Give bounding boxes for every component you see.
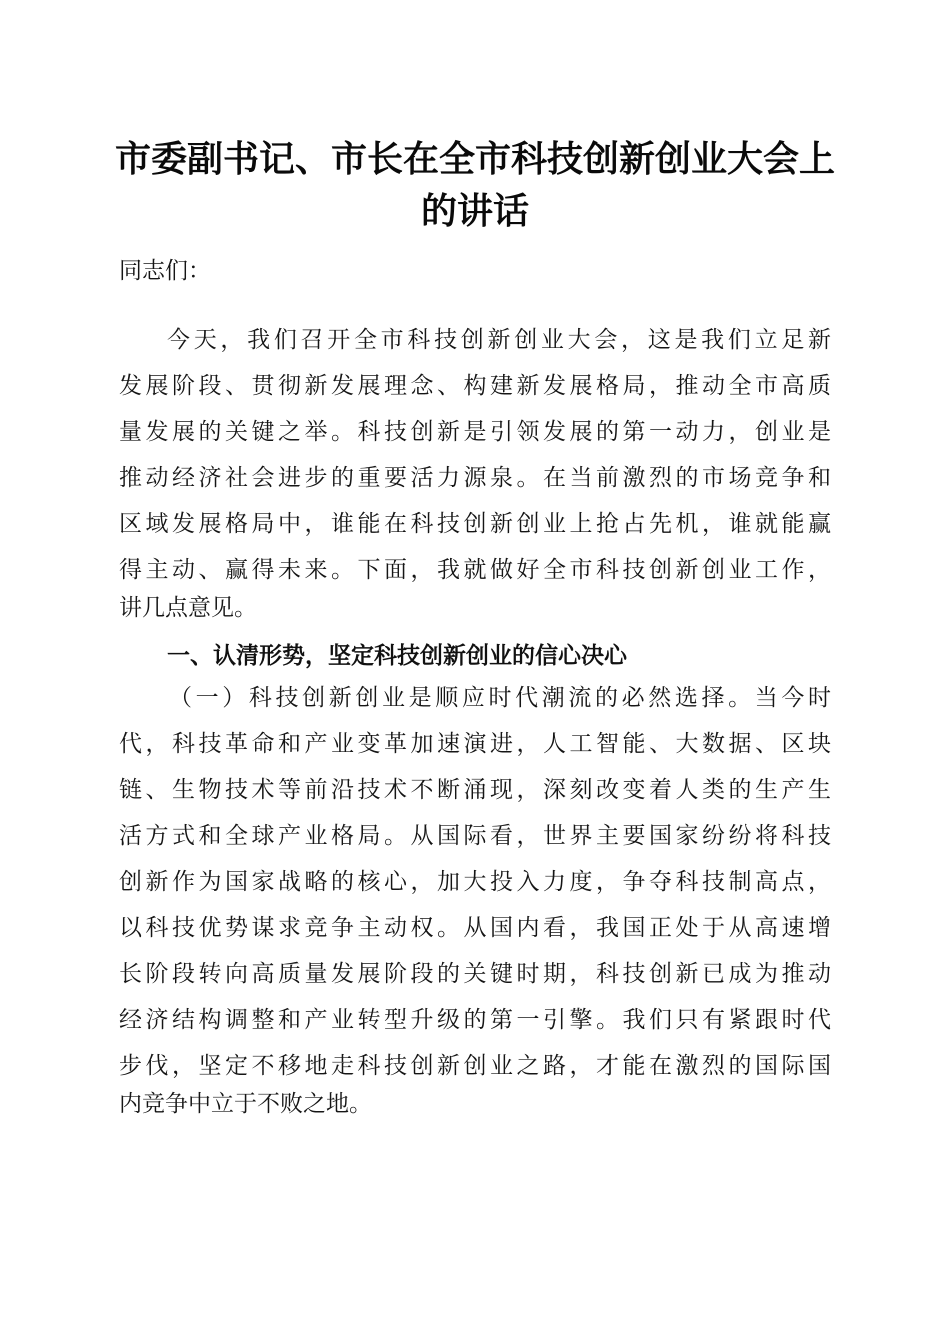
- paragraph-2-line: （一）科技创新创业是顺应时代潮流的必然选择。当今时: [169, 685, 831, 711]
- paragraph-1-line: 讲几点意见。: [119, 595, 257, 621]
- paragraph-2-line: 经济结构调整和产业转型升级的第一引擎。我们只有紧跟时代: [119, 1007, 831, 1033]
- salutation: 同志们：: [119, 258, 211, 284]
- paragraph-1-line: 发展阶段、贯彻新发展理念、构建新发展格局，推动全市高质: [119, 373, 831, 399]
- paragraph-2-line: 步伐，坚定不移地走科技创新创业之路，才能在激烈的国际国: [119, 1053, 831, 1079]
- paragraph-1-line: 推动经济社会进步的重要活力源泉。在当前激烈的市场竞争和: [119, 465, 831, 491]
- document-title-line-1: 市委副书记、市长在全市科技创新创业大会上: [114, 138, 835, 180]
- paragraph-1-line: 得主动、赢得未来。下面，我就做好全市科技创新创业工作，: [119, 557, 831, 583]
- paragraph-2-line: 以科技优势谋求竞争主动权。从国内看，我国正处于从高速增: [119, 915, 831, 941]
- paragraph-1-line: 量发展的关键之举。科技创新是引领发展的第一动力，创业是: [119, 419, 831, 445]
- paragraph-2-line: 内竞争中立于不败之地。: [119, 1091, 372, 1117]
- document-title-line-2: 的讲话: [420, 190, 529, 232]
- paragraph-2-line: 创新作为国家战略的核心，加大投入力度，争夺科技制高点，: [119, 869, 831, 895]
- section-heading-1: 一、认清形势，坚定科技创新创业的信心决心: [167, 643, 627, 669]
- paragraph-1-line: 今天，我们召开全市科技创新创业大会，这是我们立足新: [167, 327, 831, 353]
- paragraph-2-line: 活方式和全球产业格局。从国际看，世界主要国家纷纷将科技: [119, 823, 831, 849]
- paragraph-2-line: 代，科技革命和产业变革加速演进，人工智能、大数据、区块: [119, 731, 831, 757]
- paragraph-2-line: 长阶段转向高质量发展阶段的关键时期，科技创新已成为推动: [119, 961, 831, 987]
- paragraph-2-line: 链、生物技术等前沿技术不断涌现，深刻改变着人类的生产生: [119, 777, 831, 803]
- paragraph-1-line: 区域发展格局中，谁能在科技创新创业上抢占先机，谁就能赢: [119, 511, 831, 537]
